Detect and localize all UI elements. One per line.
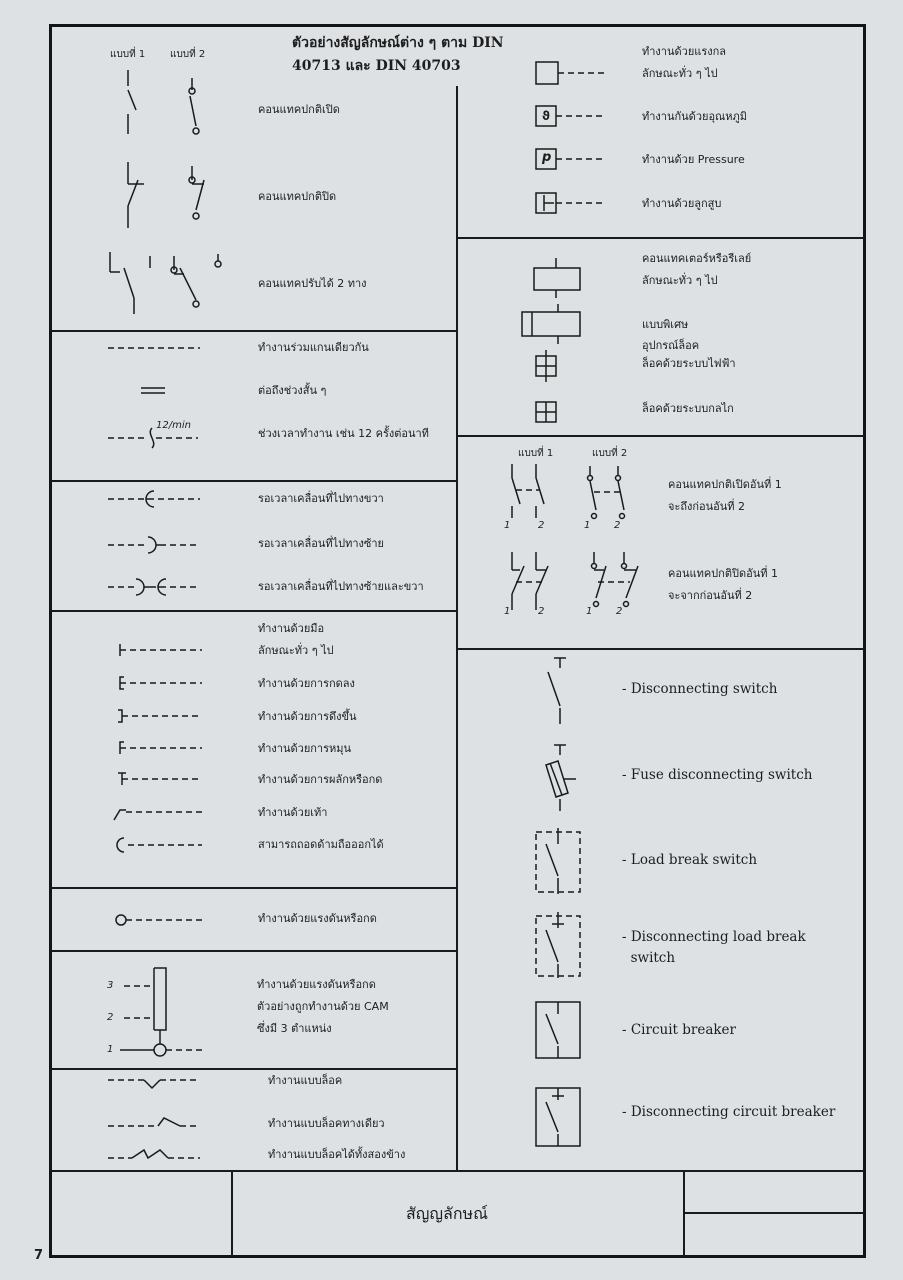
common-axis-symbol: [108, 344, 208, 354]
label-lock-one-way: ทำงานแบบล็อคทางเดียว: [268, 1117, 385, 1130]
label-pressure: ทำงานด้วย Pressure: [642, 153, 745, 166]
label-interval: ช่วงเวลาทำงาน เช่น 12 ครั้งต่อนาที: [258, 427, 429, 440]
manual-symbol: [118, 644, 218, 658]
pull-symbol: [118, 710, 218, 724]
press-symbol: [118, 677, 218, 691]
contact-changeover-symbol: [100, 248, 240, 328]
seq-variant-label-2: แบบที่ 2: [592, 448, 628, 459]
cam-position-3: 3: [107, 980, 114, 991]
cam-symbol: [120, 966, 230, 1066]
no-seq-num-1b: 1: [584, 520, 591, 531]
footer-divider: [50, 1170, 864, 1172]
label-disconnecting-load-break-switch: - Disconnecting load break switch: [622, 929, 806, 966]
label-fuse-disconnecting-switch: - Fuse disconnecting switch: [622, 767, 813, 783]
label-mechanical: ทำงานด้วยแรงกล ลักษณะทั่ว ๆ ไป: [642, 45, 727, 80]
delay-left-symbol: [108, 535, 208, 555]
page-number: 7: [34, 1248, 44, 1263]
mechanical-symbol: [536, 62, 626, 86]
disconnecting-switch-symbol: [548, 658, 588, 728]
delay-both-symbol: [108, 577, 208, 597]
interval-rate-label: 12/min: [156, 420, 191, 431]
label-special: แบบพิเศษ: [642, 318, 689, 331]
cam-position-2: 2: [107, 1012, 114, 1023]
label-lock: ทำงานแบบล็อค: [268, 1074, 343, 1087]
label-pull: ทำงานด้วยการดึงขึ้น: [258, 710, 357, 723]
label-disconnecting-circuit-breaker: - Disconnecting circuit breaker: [622, 1104, 836, 1120]
label-delay-left: รอเวลาเคลื่อนที่ไปทางซ้าย: [258, 537, 385, 550]
no-seq-num-1a: 1: [504, 520, 511, 531]
nc-seq-num-1a: 1: [504, 606, 511, 617]
left-row-divider: [50, 1068, 456, 1070]
mechanical-lock-symbol: [534, 400, 574, 430]
disconnecting-circuit-breaker-symbol: [536, 1084, 586, 1154]
variant-label-1: แบบที่ 1: [110, 49, 146, 60]
label-removable: สามารถถอดด้ามถือออกได้: [258, 838, 384, 851]
label-circuit-breaker: - Circuit breaker: [622, 1022, 736, 1038]
label-turn: ทำงานด้วยการหมุน: [258, 742, 352, 755]
label-lock-both: ทำงานแบบล็อคได้ทั้งสองข้าง: [268, 1148, 406, 1161]
no-seq-num-2a: 2: [538, 520, 545, 531]
label-manual: ทำงานด้วยมือ ลักษณะทั่ว ๆ ไป: [258, 622, 334, 657]
right-row-divider: [456, 435, 864, 437]
special-relay-symbol: [522, 304, 602, 344]
label-mechanical-lock: ล็อคด้วยระบบกลไก: [642, 402, 734, 415]
left-row-divider: [50, 330, 456, 332]
fuse-disconnecting-switch-symbol: [540, 745, 590, 815]
lock-symbol: [108, 1076, 208, 1092]
page-title-line2: 40713 และ DIN 40703: [292, 58, 461, 74]
label-contact-nc: คอนแทคปกติปิด: [258, 190, 337, 203]
nc-sequence-symbol: [502, 548, 652, 618]
piston-symbol: [536, 193, 626, 217]
label-foot: ทำงานด้วยเท้า: [258, 806, 328, 819]
label-no-sequence: คอนแทคปกติเปิดอันที่ 1 จะถึงก่อนอันที่ 2: [668, 478, 782, 513]
label-thermal: ทำงานกันด้วยอุณหภูมิ: [642, 110, 748, 123]
removable-symbol: [114, 838, 214, 854]
no-sequence-symbol: [502, 460, 642, 530]
page-title-line1: ตัวอย่างสัญลักษณ์ต่าง ๆ ตาม DIN: [292, 35, 504, 51]
load-break-switch-symbol: [536, 828, 586, 898]
label-disconnecting-switch: - Disconnecting switch: [622, 681, 778, 697]
label-contact-changeover: คอนแทคปรับได้ 2 ทาง: [258, 277, 367, 290]
label-nc-sequence: คอนแทคปกติปิดอันที่ 1 จะจากก่อนอันที่ 2: [668, 567, 778, 602]
right-row-divider: [456, 237, 864, 239]
no-seq-num-2b: 2: [614, 520, 621, 531]
foot-symbol: [114, 806, 214, 822]
push-pull-symbol: [118, 773, 218, 787]
label-load-break-switch: - Load break switch: [622, 852, 758, 868]
label-short-connect: ต่อถึงช่วงสั้น ๆ: [258, 384, 327, 397]
nc-seq-num-2b: 2: [616, 606, 623, 617]
lock-one-way-symbol: [108, 1116, 208, 1132]
left-row-divider: [50, 887, 456, 889]
short-connect-symbol: [141, 386, 171, 398]
right-row-divider: [456, 648, 864, 650]
contact-no-symbol: [100, 68, 220, 148]
footer-right-divider: [683, 1212, 864, 1214]
label-delay-right: รอเวลาเคลื่อนที่ไปทางขวา: [258, 492, 384, 505]
left-row-divider: [50, 950, 456, 952]
label-cam: ทำงานด้วยแรงดันหรือกด ตัวอย่างถูกทำงานด้วย CAM ซึ่งมี 3 ตำแหน่ง: [257, 978, 389, 1035]
nc-seq-num-2a: 2: [538, 606, 545, 617]
circuit-breaker-symbol: [536, 998, 586, 1068]
footer-caption: สัญญลักษณ์: [406, 1204, 488, 1223]
label-relay: คอนแทคเตอร์หรือรีเลย์ ลักษณะทั่ว ๆ ไป: [642, 252, 752, 287]
electrical-lock-symbol: [534, 350, 574, 390]
force-symbol: [114, 913, 214, 929]
relay-symbol: [534, 258, 594, 298]
nc-seq-num-1b: 1: [586, 606, 593, 617]
footer-cell-divider: [231, 1170, 233, 1256]
pressure-glyph: p: [542, 150, 552, 165]
turn-symbol: [118, 742, 218, 756]
variant-label-2: แบบที่ 2: [170, 49, 206, 60]
center-divider: [456, 86, 458, 1172]
lock-both-symbol: [108, 1148, 208, 1164]
label-force: ทำงานด้วยแรงดันหรือกด: [258, 912, 377, 925]
left-row-divider: [50, 480, 456, 482]
cam-position-1: 1: [107, 1044, 114, 1055]
label-electrical-lock: อุปกรณ์ล็อค ล็อคด้วยระบบไฟฟ้า: [642, 339, 736, 370]
label-press: ทำงานด้วยการกดลง: [258, 677, 355, 690]
disconnecting-load-break-switch-symbol: [536, 912, 586, 982]
label-push-pull: ทำงานด้วยการผลักหรือกด: [258, 773, 383, 786]
label-common-axis: ทำงานร่วมแกนเดียวกัน: [258, 341, 369, 354]
label-contact-no: คอนแทคปกติเปิด: [258, 103, 340, 116]
label-delay-both: รอเวลาเคลื่อนที่ไปทางซ้ายและขวา: [258, 580, 424, 593]
seq-variant-label-1: แบบที่ 1: [518, 448, 554, 459]
left-row-divider: [50, 610, 456, 612]
delay-right-symbol: [108, 489, 208, 509]
label-piston: ทำงานด้วยลูกสูบ: [642, 197, 722, 210]
thermal-glyph: ϑ: [542, 109, 550, 123]
contact-nc-symbol: [100, 158, 220, 238]
